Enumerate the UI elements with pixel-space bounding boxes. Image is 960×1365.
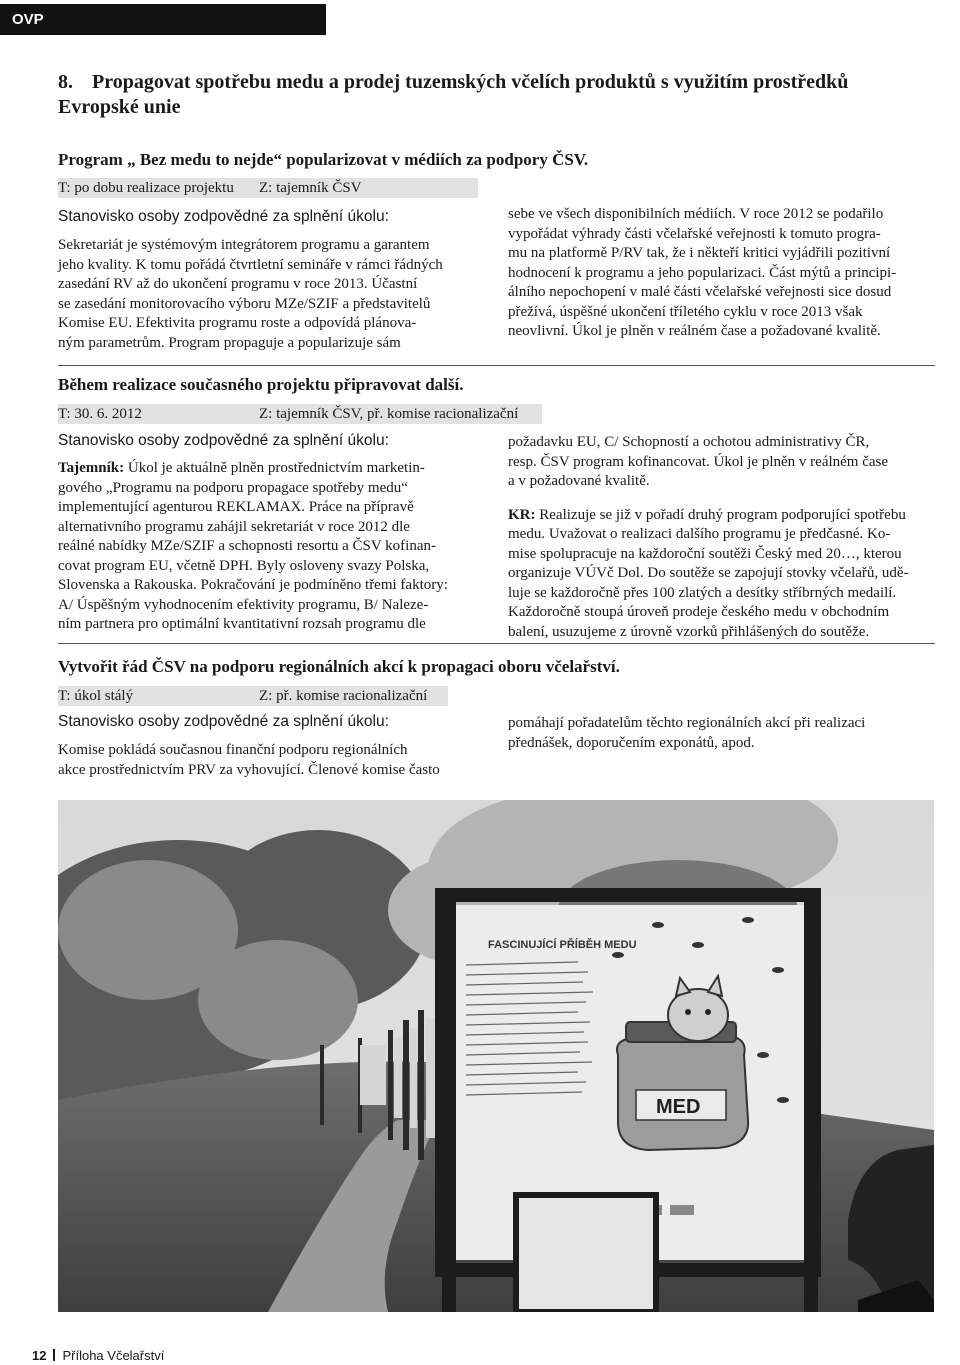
block1-meta-bar <box>58 178 478 198</box>
text-line: přežívá, úspěšné ukončení tříletého cyklu v roce 2013 však <box>508 303 863 320</box>
text-line: mise spolupracuje na každoroční soutěži Český med 20…, kterou <box>508 545 902 562</box>
block2-term: T: 30. 6. 2012 <box>58 406 142 422</box>
block2-left-column <box>58 459 498 635</box>
text-line: organizuje VÚVč Dol. Do soutěže se zapojují stovky včelařů, udě- <box>508 565 909 581</box>
text-line: a v požadované kvalitě. <box>508 473 650 489</box>
text-line: Komise pokládá současnou finanční podporu regionálních <box>58 742 408 758</box>
block3-heading: Vytvořit řád ČSV na podporu regionálních akcí k propagaci oboru včelařství. <box>58 657 620 676</box>
block2-heading: Během realizace současného projektu připravovat další. <box>58 375 464 394</box>
text-line: ním partnera pro optimální kvantitativní rozsah programu dle <box>58 616 426 632</box>
text-span: Realizuje se již v pořadí druhý program podporující spotřebu <box>535 506 906 523</box>
text-line: požadavku EU, C/ Schopností a ochotou administrativy ČR, <box>508 434 870 450</box>
footer-separator <box>53 1349 55 1361</box>
text-line: sebe ve všech disponibilních médiích. V roce 2012 se podařilo <box>508 206 884 222</box>
text-line: ným parametrům. Program propaguje a popularizuje sám <box>58 334 401 351</box>
jar-label: MED <box>656 1096 701 1118</box>
section-tab: OVP <box>0 4 326 35</box>
text-line: medu. Uvažovat o realizaci dalšího programu je předčasné. Ko- <box>508 526 891 542</box>
text-line: jeho kvality. K tomu pořádá čtvrtletní semináře v rámci řádných <box>58 256 443 273</box>
author-lead: KR: <box>508 506 536 523</box>
text-line: hodnocení k programu a jeho popularizaci. Část mýtů a principi- <box>508 264 897 281</box>
text-line <box>58 459 498 479</box>
text-line: Sekretariát je systémovým integrátorem programu a garantem <box>58 237 430 253</box>
divider <box>58 365 935 366</box>
text-span: Úkol je aktuálně plněn prostřednictvím marketin- <box>124 460 425 476</box>
text-line: akce prostřednictvím PRV za vyhovující. Členové komise často <box>58 761 440 778</box>
text-line: reálné nabídky MZe/SZIF a schopnosti resortu a ČSV kofinan- <box>58 538 436 554</box>
exhibition-photo-illustration <box>58 800 934 1312</box>
page-footer <box>32 1348 164 1363</box>
text-line: Komise EU. Efektivita programu roste a odpovídá plánova- <box>58 315 417 331</box>
text-line: balení, usuzujeme z úrovně vzorků přihlášených do soutěže. <box>508 623 870 640</box>
block1-label: Stanovisko osoby zodpovědné za splnění úkolu: <box>58 208 389 225</box>
text-line: álního nepochopení v malé části včelařské veřejnosti sice dosud <box>508 284 892 300</box>
section-title-text: Propagovat spotřebu medu a prodej tuzemských včelích produktů s využitím prostředků Evropské unie <box>58 71 849 118</box>
publication-name: Příloha Včelařství <box>62 1348 165 1363</box>
block3-left-column <box>58 741 498 780</box>
block1-right-column <box>508 205 938 342</box>
block2-label: Stanovisko osoby zodpovědné za splnění úkolu: <box>58 432 389 449</box>
text-line: přednášek, doporučením exponátů, apod. <box>508 734 755 751</box>
text-line: se zasedání monitorovacího výboru MZe/SZIF a představitelů <box>58 295 431 312</box>
text-line: pomáhají pořadatelům těchto regionálních akcí při realizaci <box>508 715 866 731</box>
block3-term: T: úkol stálý <box>58 688 134 704</box>
block2-responsible: Z: tajemník ČSV, př. komise racionalizační <box>259 406 519 422</box>
divider <box>58 643 935 644</box>
author-lead: Tajemník: <box>58 460 125 476</box>
section-title <box>58 70 918 120</box>
text-line: mu na platformě P/RV tak, že i někteří kritici vyjádřili pozitivní <box>508 245 891 261</box>
text-line: zasedání RV až do ukončení programu v roce 2013. Účastní <box>58 276 418 292</box>
text-line <box>508 506 938 526</box>
text-line: vypořádat výhrady části včelařské veřejnosti k tomuto progra- <box>508 225 881 242</box>
block2-meta-bar <box>58 404 542 424</box>
paragraph-gap <box>508 492 938 506</box>
block3-responsible: Z: př. komise racionalizační <box>259 688 428 704</box>
block1-left-column <box>58 236 488 353</box>
section-number: 8. <box>58 71 73 93</box>
text-line: gového „Programu na podporu propagace spotřeby medu“ <box>58 479 408 496</box>
block1-responsible: Z: tajemník ČSV <box>259 180 362 196</box>
block3-label: Stanovisko osoby zodpovědné za splnění úkolu: <box>58 713 389 730</box>
block2-right-column <box>508 433 938 642</box>
poster-title: FASCINUJÍCÍ PŘÍBĚH MEDU <box>488 939 637 951</box>
block3-right-column <box>508 714 938 753</box>
text-line: A/ Úspěšným vyhodnocením efektivity programu, B/ Naleze- <box>58 596 429 613</box>
text-line: Každoročně stoupá úroveň prodeje českého medu v obchodním <box>508 604 890 620</box>
text-line: implementující agenturou REKLAMAX. Práce na přípravě <box>58 499 414 515</box>
text-line: neovlivní. Úkol je plněn v reálném čase a požadované kvalitě. <box>508 323 881 339</box>
text-line: covat program EU, včetně DPH. Byly osloveny svazy Polska, <box>58 557 430 574</box>
text-line: luje se každoročně přes 100 zlatých a desítky stříbrných medailí. <box>508 584 897 601</box>
exhibition-photo <box>58 800 934 1312</box>
block1-heading: Program „ Bez medu to nejde“ popularizovat v médiích za podpory ČSV. <box>58 150 589 169</box>
block3-meta-bar <box>58 686 448 706</box>
text-line: resp. ČSV program kofinancovat. Úkol je plněn v reálném čase <box>508 453 889 470</box>
page-number: 12 <box>32 1348 47 1363</box>
text-line: alternativního programu zahájil sekretariát v roce 2012 dle <box>58 518 410 535</box>
block1-term: T: po dobu realizace projektu <box>58 180 234 196</box>
text-line: Slovenska a Rakouska. Pokračování je podmíněno třemi faktory: <box>58 577 448 593</box>
